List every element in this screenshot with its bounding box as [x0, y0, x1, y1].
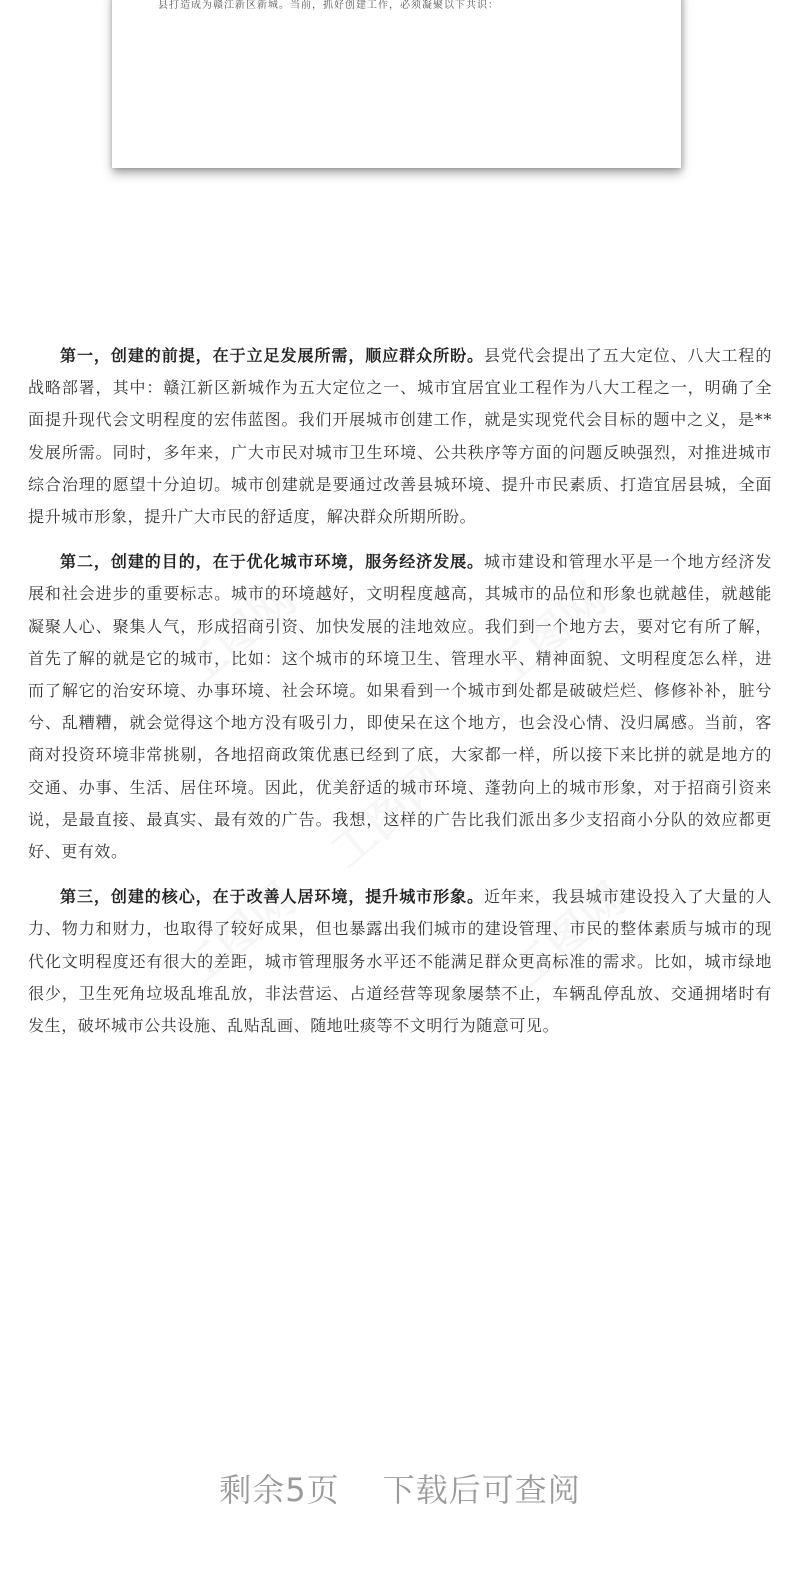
- paragraph-2: [28, 546, 772, 868]
- paragraph-1-text: 县党代会提出了五大定位、八大工程的战略部署，其中：赣江新区新城作为五大定位之一、城市宜居宜业工程作为八大工程之一，明确了全面提升现代会文明程度的宏伟蓝图。我们开展城市创建工作，就是实现党代会目标的题中之义，是**发展所需。同时，多年来，广大市民对城市卫生环境、公共秩序等方面的问题反映强烈，对推进城市综合治理的愿望十分迫切。城市创建就是要通过改善县城环境、提升市民素质、打造宜居县城，全面提升城市形象，提升广大市民的舒适度，解决群众所期所盼。: [28, 346, 772, 527]
- previous-page-last-line: 县打造成为赣江新区新城。当前，抓好创建工作，必须凝聚以下共识：: [158, 0, 499, 11]
- paragraph-3: [28, 881, 772, 1042]
- paragraph-1-heading: 第一，创建的前提，在于立足发展所需，顺应群众所盼。: [60, 346, 485, 365]
- paragraph-2-heading: 第二，创建的目的，在于优化城市环境，服务经济发展。: [60, 552, 485, 572]
- remaining-pages-label[interactable]: 剩余5页: [219, 1471, 340, 1509]
- paragraph-3-heading: 第三，创建的核心，在于改善人居环境，提升城市形象。: [60, 887, 485, 907]
- previous-page-preview: [112, 0, 681, 168]
- download-to-read-label[interactable]: 下载后可查阅: [382, 1471, 581, 1509]
- document-body: [28, 340, 772, 1055]
- paragraph-2-text: 城市建设和管理水平是一个地方经济发展和社会进步的重要标志。城市的环境越好，文明程度越高，其城市的品位和形象也就越佳，就越能凝聚人心、聚集人气，形成招商引资、加快发展的洼地效应。我们到一个地方去，要对它有所了解，首先了解的就是它的城市，比如：这个城市的环境卫生、管理水平、精神面貌、文明程度怎么样，进而了解它的治安环境、办事环境、社会环境。如果看到一个城市到处都是破破烂烂、修修补补，脏兮兮、乱糟糟，就会觉得这个地方没有吸引力，即使呆在这个地方，也会没心情、没归属感。当前，客商对投资环境非常挑剔，各地招商政策优惠已经到了底，大家都一样，所以接下来比拼的就是地方的交通、办事、生活、居住环境。因此，优美舒适的城市环境、蓬勃向上的城市形象，对于招商引资来说，是最直接、最真实、最有效的广告。我想，这样的广告比我们派出多少支招商小分队的效应都更好、更有效。: [28, 552, 772, 862]
- paragraph-3-text: 近年来，我县城市建设投入了大量的人力、物力和财力，也取得了较好成果，但也暴露出我们城市的建设管理、市民的整体素质与城市的现代化文明程度还有很大的差距，城市管理服务水平还不能满足群众更高标准的需求。比如，城市绿地很少，卫生死角垃圾乱堆乱放，非法营运、占道经营等现象屡禁不止，车辆乱停乱放、交通拥堵时有发生，破坏城市公共设施、乱贴乱画、随地吐痰等不文明行为随意可见。: [28, 887, 772, 1036]
- paragraph-1: [28, 340, 772, 533]
- read-more-banner[interactable]: [0, 1465, 800, 1511]
